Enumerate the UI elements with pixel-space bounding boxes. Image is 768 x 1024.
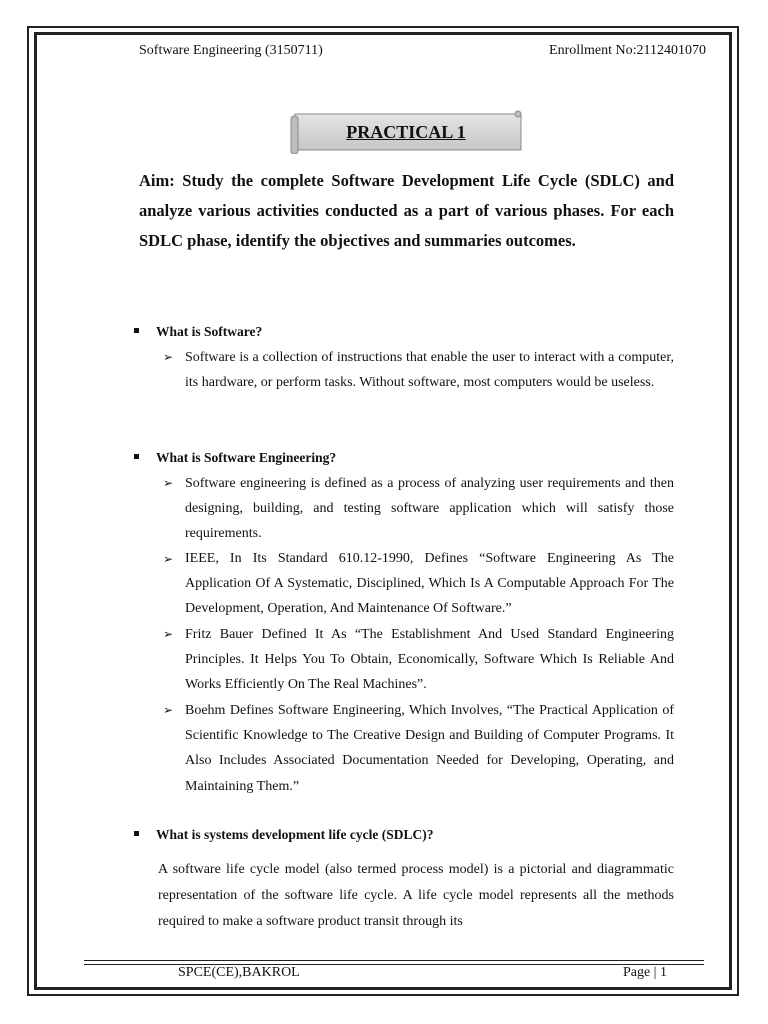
title-banner xyxy=(289,110,523,154)
arrow-bullet-icon: ➢ xyxy=(163,476,174,490)
list-item: Software engineering is defined as a process of analyzing user requirements and then designing, building, and testing software application which will satisfy those requirements. xyxy=(185,476,674,542)
section-heading xyxy=(134,827,433,843)
footer-institute: SPCE(CE),BAKROL xyxy=(178,965,300,980)
arrow-bullet-icon: ➢ xyxy=(163,627,174,641)
section-heading-text: What is Software Engineering? xyxy=(156,450,337,465)
practical-title: PRACTICAL 1 xyxy=(346,122,466,142)
sdlc-paragraph: A software life cycle model (also termed process model) is a pictorial and diagrammatic representation of the software life cycle. A life cycle model represents all the methods required to make a software product transit through its xyxy=(158,862,674,929)
header-course: Software Engineering (3150711) xyxy=(139,43,323,58)
list-item: Boehm Defines Software Engineering, Which Involves, “The Practical Application of Scientific Knowledge to The Creative Design and Building of Computer Programs. It Also Includes Associated Documentation Needed for Developing, Operating, and Maintaining Them.” xyxy=(185,703,674,794)
section-heading-text: What is Software? xyxy=(156,324,263,339)
section-heading xyxy=(134,324,262,340)
arrow-bullet-icon: ➢ xyxy=(163,552,174,566)
list-item: Fritz Bauer Defined It As “The Establishment And Used Standard Engineering Principles. It Helps You To Obtain, Economically, Software Which Is Reliable And Works Efficiently On The Real Machines”. xyxy=(185,627,674,693)
section-heading-text: What is systems development life cycle (SDLC)? xyxy=(156,827,434,842)
section-heading xyxy=(134,450,336,466)
page-number: Page | 1 xyxy=(622,965,667,980)
footer-rule xyxy=(84,960,704,961)
list-item: IEEE, In Its Standard 610.12-1990, Defines “Software Engineering As The Application Of A Systematic, Disciplined, Which Is A Computable Approach For The Development, Operation, And Maintenance Of Software.” xyxy=(185,551,674,617)
bullet-square-icon xyxy=(134,328,139,333)
header-enrollment: Enrollment No:2112401070 xyxy=(549,43,706,58)
aim-statement: Aim: Study the complete Software Development Life Cycle (SDLC) and analyze various activities conducted as a part of various phases. For each SDLC phase, identify the objectives and summaries outcomes. xyxy=(139,171,674,250)
bullet-square-icon xyxy=(134,831,139,836)
bullet-square-icon xyxy=(134,454,139,459)
arrow-bullet-icon: ➢ xyxy=(163,703,174,717)
arrow-bullet-icon: ➢ xyxy=(163,350,174,364)
list-item: Software is a collection of instructions that enable the user to interact with a computer, its hardware, or perform tasks. Without software, most computers would be useless. xyxy=(185,350,674,391)
footer-rule xyxy=(84,964,704,965)
